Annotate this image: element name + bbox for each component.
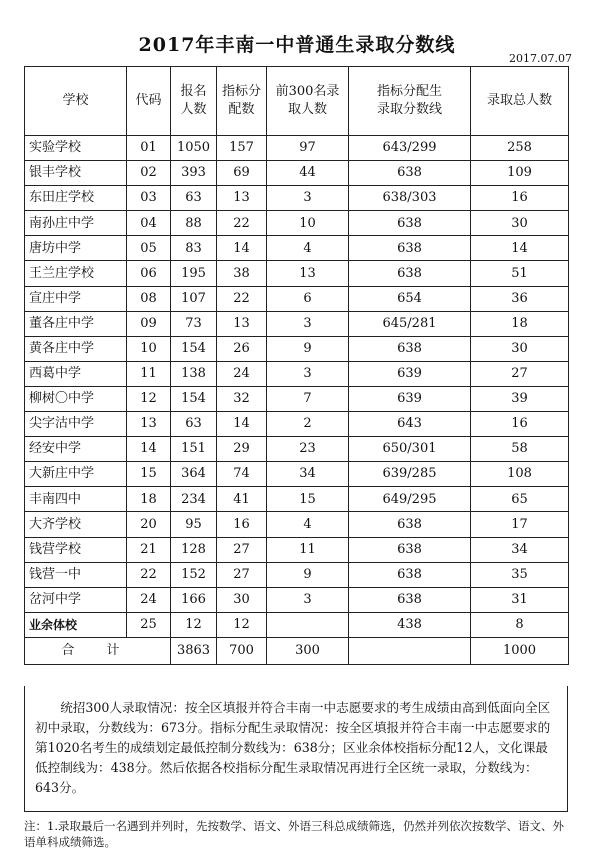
cell-school: 柳树〇中学	[25, 386, 127, 411]
cell-code: 06	[127, 261, 171, 286]
cell-applicants: 73	[171, 311, 217, 336]
cell-applicants: 154	[171, 386, 217, 411]
table-row	[25, 286, 569, 311]
table-row	[25, 437, 569, 462]
cell-top300: 9	[267, 562, 349, 587]
table-row	[25, 386, 569, 411]
cell-quota: 69	[217, 161, 267, 186]
cell-school: 宣庄中学	[25, 286, 127, 311]
cell-quota-score: 638	[349, 161, 471, 186]
cell-total-admitted: 30	[471, 336, 569, 361]
cell-applicants: 107	[171, 286, 217, 311]
cell-top300: 4	[267, 236, 349, 261]
cell-top300: 23	[267, 437, 349, 462]
cell-applicants: 95	[171, 512, 217, 537]
note-paragraph: 统招300人录取情况：按全区填报并符合丰南一中志愿要求的考生成绩由高到低面向全区初中录取，分数线为：673分。指标分配生录取情况：按全区填报并符合丰南一中志愿要求的第1020名考生的成绩划定最低控制分数线为：638分；区业余体校指标分配12人，文化课最低控制线为：438分。然后依据各校指标分配生录取情况再进行全区统一录取，分数线为：643分。	[35, 700, 551, 795]
total-quota: 700	[217, 637, 267, 664]
cell-total-admitted: 35	[471, 562, 569, 587]
cell-applicants: 166	[171, 587, 217, 612]
cell-total-admitted: 51	[471, 261, 569, 286]
header-code: 代码	[127, 67, 171, 136]
cell-total-admitted: 36	[471, 286, 569, 311]
cell-school: 大齐学校	[25, 512, 127, 537]
cell-applicants: 63	[171, 412, 217, 437]
cell-quota-score: 438	[349, 612, 471, 637]
cell-applicants: 128	[171, 537, 217, 562]
cell-top300: 13	[267, 261, 349, 286]
cell-top300: 44	[267, 161, 349, 186]
table-row	[25, 412, 569, 437]
cell-code: 03	[127, 186, 171, 211]
cell-school: 业余体校	[25, 612, 127, 637]
cell-applicants: 234	[171, 487, 217, 512]
total-row	[25, 637, 569, 664]
table-row	[25, 161, 569, 186]
cell-total-admitted: 258	[471, 136, 569, 161]
cell-quota: 12	[217, 612, 267, 637]
header-quota: 指标分配数	[217, 67, 267, 136]
cell-school: 东田庄学校	[25, 186, 127, 211]
cell-applicants: 195	[171, 261, 217, 286]
cell-school: 唐坊中学	[25, 236, 127, 261]
cell-quota-score: 638	[349, 261, 471, 286]
cell-total-admitted: 34	[471, 537, 569, 562]
cell-quota-score: 638	[349, 336, 471, 361]
total-admitted: 1000	[471, 637, 569, 664]
admission-note	[24, 686, 568, 812]
header-top300: 前300名录取人数	[267, 67, 349, 136]
cell-quota: 13	[217, 186, 267, 211]
cell-quota: 30	[217, 587, 267, 612]
cell-quota-score: 639	[349, 361, 471, 386]
cell-code: 02	[127, 161, 171, 186]
cell-quota-score: 643	[349, 412, 471, 437]
cell-quota: 16	[217, 512, 267, 537]
header-quota-score: 指标分配生录取分数线	[349, 67, 471, 136]
cell-code: 12	[127, 386, 171, 411]
table-row	[25, 186, 569, 211]
cell-quota: 41	[217, 487, 267, 512]
cell-top300: 3	[267, 587, 349, 612]
cell-school: 钱营学校	[25, 537, 127, 562]
cell-top300: 34	[267, 462, 349, 487]
cell-top300: 15	[267, 487, 349, 512]
total-applicants: 3863	[171, 637, 217, 664]
cell-quota-score: 638/303	[349, 186, 471, 211]
cell-quota: 74	[217, 462, 267, 487]
cell-total-admitted: 30	[471, 211, 569, 236]
cell-school: 钱营一中	[25, 562, 127, 587]
table-row	[25, 612, 569, 637]
table-row	[25, 512, 569, 537]
cell-quota: 14	[217, 236, 267, 261]
cell-total-admitted: 65	[471, 487, 569, 512]
cell-quota-score: 649/295	[349, 487, 471, 512]
cell-school: 岔河中学	[25, 587, 127, 612]
cell-quota: 14	[217, 412, 267, 437]
cell-quota: 29	[217, 437, 267, 462]
cell-top300: 3	[267, 311, 349, 336]
cell-quota-score: 650/301	[349, 437, 471, 462]
cell-applicants: 63	[171, 186, 217, 211]
cell-school: 实验学校	[25, 136, 127, 161]
cell-applicants: 1050	[171, 136, 217, 161]
cell-code: 22	[127, 562, 171, 587]
cell-quota-score: 638	[349, 562, 471, 587]
cell-quota-score: 643/299	[349, 136, 471, 161]
cell-quota: 24	[217, 361, 267, 386]
cell-quota: 26	[217, 336, 267, 361]
cell-code: 11	[127, 361, 171, 386]
cell-top300: 4	[267, 512, 349, 537]
cell-top300: 97	[267, 136, 349, 161]
cell-code: 15	[127, 462, 171, 487]
cell-total-admitted: 31	[471, 587, 569, 612]
table-row	[25, 487, 569, 512]
cell-total-admitted: 18	[471, 311, 569, 336]
table-row	[25, 236, 569, 261]
cell-top300: 7	[267, 386, 349, 411]
document-date: 2017.07.07	[509, 52, 572, 65]
cell-school: 经安中学	[25, 437, 127, 462]
cell-top300	[267, 612, 349, 637]
header-school: 学校	[25, 67, 127, 136]
cell-quota-score: 638	[349, 211, 471, 236]
cell-quota: 157	[217, 136, 267, 161]
cell-total-admitted: 108	[471, 462, 569, 487]
cell-code: 14	[127, 437, 171, 462]
cell-applicants: 364	[171, 462, 217, 487]
cell-school: 南孙庄中学	[25, 211, 127, 236]
cell-applicants: 393	[171, 161, 217, 186]
cell-quota-score: 638	[349, 236, 471, 261]
total-label: 合 计	[25, 637, 171, 664]
cell-code: 09	[127, 311, 171, 336]
cell-quota-score: 638	[349, 537, 471, 562]
cell-code: 21	[127, 537, 171, 562]
cell-quota: 38	[217, 261, 267, 286]
table-row	[25, 136, 569, 161]
cell-code: 04	[127, 211, 171, 236]
table-header-row	[25, 67, 569, 136]
table-row	[25, 562, 569, 587]
table-row	[25, 537, 569, 562]
cell-quota-score: 638	[349, 512, 471, 537]
total-quota-score	[349, 637, 471, 664]
cell-code: 01	[127, 136, 171, 161]
cell-total-admitted: 39	[471, 386, 569, 411]
cell-applicants: 154	[171, 336, 217, 361]
cell-top300: 6	[267, 286, 349, 311]
cell-quota-score: 639	[349, 386, 471, 411]
cell-top300: 10	[267, 211, 349, 236]
cell-applicants: 88	[171, 211, 217, 236]
cell-applicants: 12	[171, 612, 217, 637]
total-top300: 300	[267, 637, 349, 664]
cell-applicants: 83	[171, 236, 217, 261]
cell-total-admitted: 27	[471, 361, 569, 386]
cell-top300: 2	[267, 412, 349, 437]
cell-quota: 13	[217, 311, 267, 336]
cell-school: 王兰庄学校	[25, 261, 127, 286]
cell-code: 08	[127, 286, 171, 311]
cell-code: 25	[127, 612, 171, 637]
table-row	[25, 261, 569, 286]
cell-total-admitted: 14	[471, 236, 569, 261]
cell-top300: 11	[267, 537, 349, 562]
cell-top300: 3	[267, 361, 349, 386]
cell-school: 尖字沽中学	[25, 412, 127, 437]
cell-quota: 22	[217, 286, 267, 311]
cell-total-admitted: 58	[471, 437, 569, 462]
table-row	[25, 462, 569, 487]
admission-table	[24, 66, 569, 665]
cell-code: 05	[127, 236, 171, 261]
cell-total-admitted: 8	[471, 612, 569, 637]
cell-total-admitted: 109	[471, 161, 569, 186]
table-row	[25, 311, 569, 336]
cell-total-admitted: 16	[471, 186, 569, 211]
header-total-admitted: 录取总人数	[471, 67, 569, 136]
cell-quota-score: 639/285	[349, 462, 471, 487]
page-title: 2017年丰南一中普通生录取分数线	[138, 34, 456, 56]
cell-school: 丰南四中	[25, 487, 127, 512]
table-row	[25, 587, 569, 612]
cell-quota: 22	[217, 211, 267, 236]
cell-applicants: 151	[171, 437, 217, 462]
cell-school: 西葛中学	[25, 361, 127, 386]
cell-quota-score: 645/281	[349, 311, 471, 336]
table-row	[25, 361, 569, 386]
footnote: 注：1.录取最后一名遇到并列时，先按数学、语文、外语三科总成绩筛选，仍然并列依次按数学、语文、外语单科成绩筛选。	[24, 819, 564, 849]
table-row	[25, 211, 569, 236]
cell-top300: 3	[267, 186, 349, 211]
cell-school: 大新庄中学	[25, 462, 127, 487]
cell-school: 银丰学校	[25, 161, 127, 186]
cell-applicants: 138	[171, 361, 217, 386]
cell-total-admitted: 16	[471, 412, 569, 437]
cell-code: 18	[127, 487, 171, 512]
cell-quota: 27	[217, 562, 267, 587]
cell-top300: 9	[267, 336, 349, 361]
table-body	[25, 136, 569, 638]
cell-quota: 32	[217, 386, 267, 411]
cell-quota: 27	[217, 537, 267, 562]
cell-quota-score: 654	[349, 286, 471, 311]
cell-code: 13	[127, 412, 171, 437]
cell-quota-score: 638	[349, 587, 471, 612]
cell-school: 黄各庄中学	[25, 336, 127, 361]
cell-applicants: 152	[171, 562, 217, 587]
table-row	[25, 336, 569, 361]
cell-code: 24	[127, 587, 171, 612]
cell-code: 10	[127, 336, 171, 361]
header-applicants: 报名人数	[171, 67, 217, 136]
cell-code: 20	[127, 512, 171, 537]
cell-school: 董各庄中学	[25, 311, 127, 336]
cell-total-admitted: 17	[471, 512, 569, 537]
